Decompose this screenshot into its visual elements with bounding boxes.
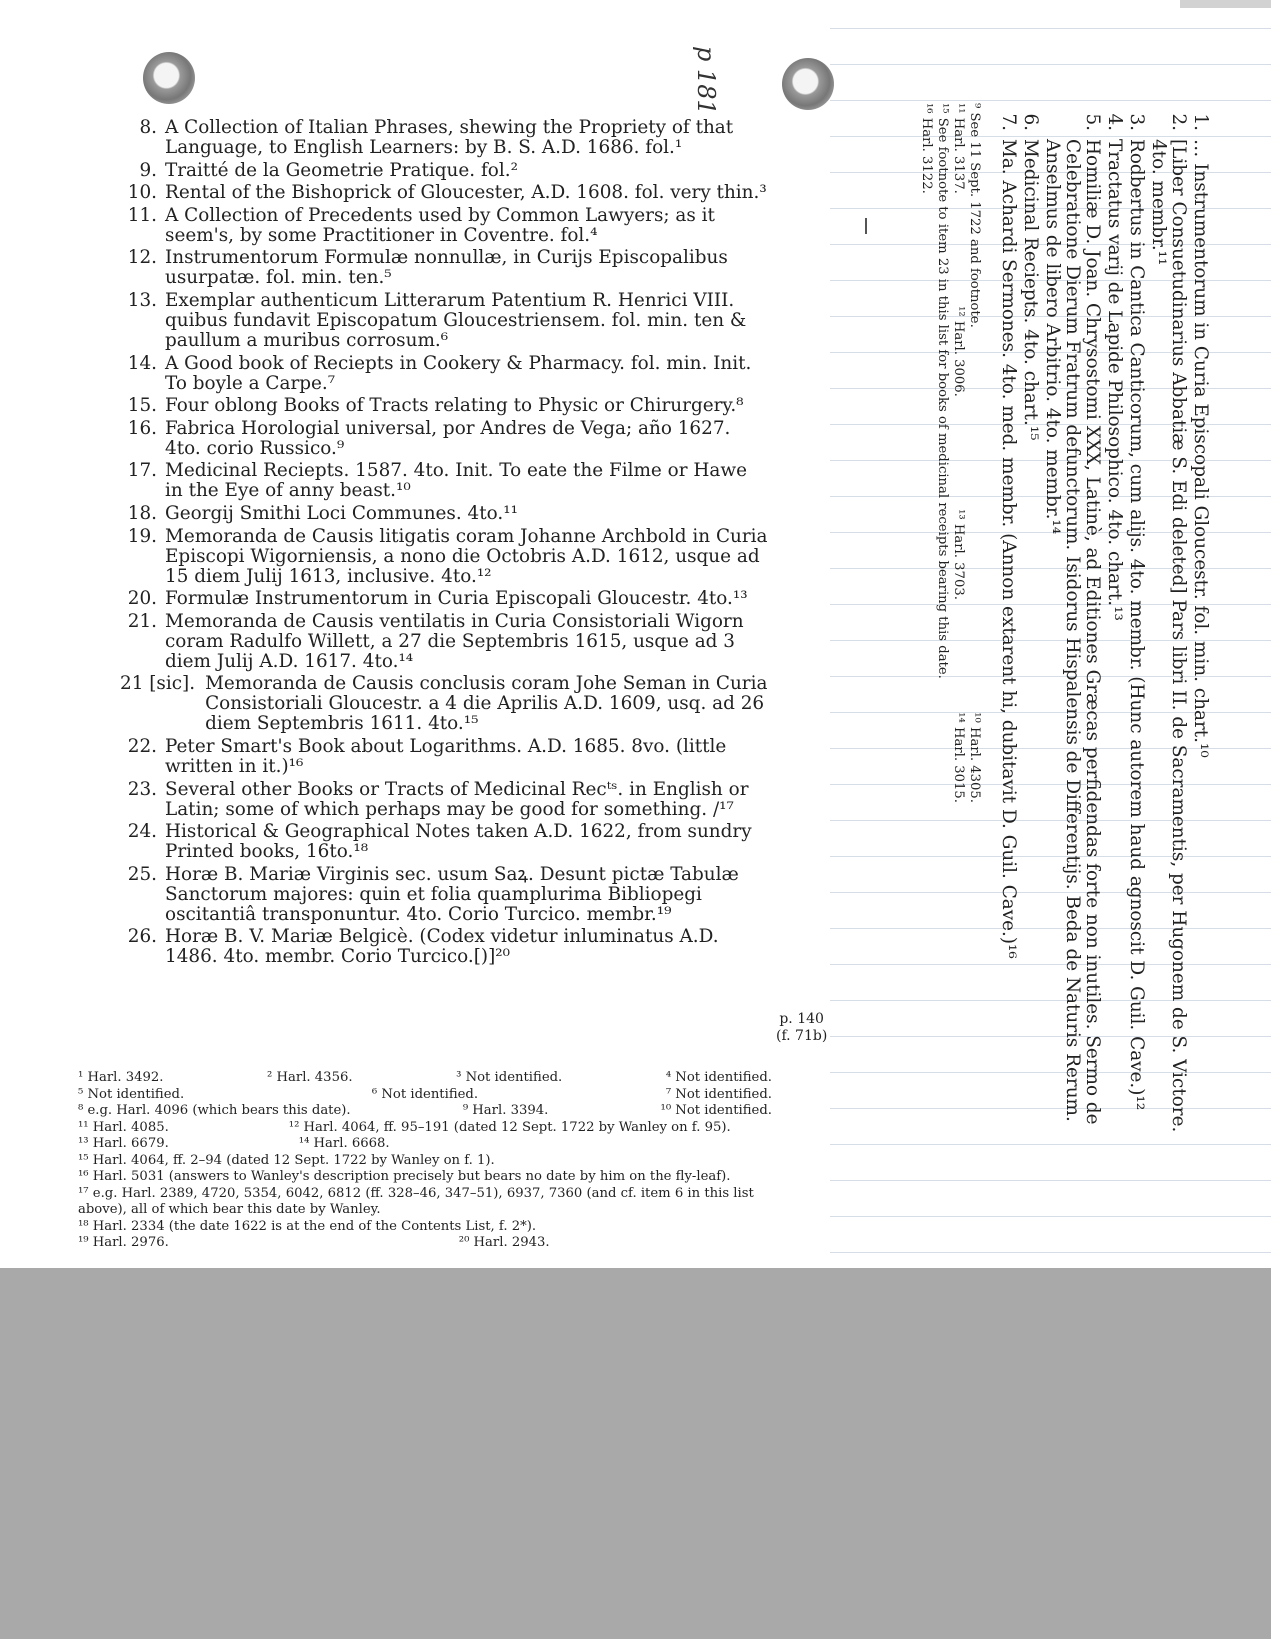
footnote-line: ¹⁶ Harl. 5031 (answers to Wanley's description precisely but bears no date by him on the fly-leaf). <box>78 1169 731 1184</box>
list-item: 9. Traitté de la Geometrie Pratique. fol.² <box>139 159 518 181</box>
list-item: 14. A Good book of Reciepts in Cookery & Pharmacy. fol. min. Init. To boyle a Carpe.⁷ <box>127 352 752 394</box>
punch-hole-left <box>143 52 195 104</box>
list-item: 19. Memoranda de Causis litigatis coram Johanne Archbold in Curia Episcopi Wigorniensis, a nono die Octobris A.D. 1612, usque ad 15 diem Julij 1613, inclusive. 4to.¹² <box>127 525 768 587</box>
list-item: 26. Horæ B. V. Mariæ Belgicè. (Codex videtur inluminatus A.D. 1486. 4to. membr. Corio Turcico.[)]²⁰ <box>127 926 719 968</box>
footnote-row: ⁸ e.g. Harl. 4096 (which bears this date). ⁹ Harl. 3394. ¹⁰ Not identified. <box>78 1103 772 1118</box>
list-item: 15. Four oblong Books of Tracts relating to Physic or Chirurgery.⁸ <box>127 395 744 417</box>
list-item: 24. Historical & Geographical Notes taken A.D. 1622, from sundry Printed books, 16to.¹⁸ <box>127 821 752 863</box>
footnote-line: ¹⁸ Harl. 2334 (the date 1622 is at the end of the Contents List, f. 2*). <box>78 1218 537 1234</box>
list-item: 2. [Liber Consuetudinarius Abbatiæ S. Edi deleted] Pars libri II. de Sacramentis, per Hugonem de S. Victore. 4to. membr.¹¹ <box>1148 113 1189 1133</box>
list-item: 8. A Collection of Italian Phrases, shewing the Propriety of that Language, to English Learners: by B. S. A.D. 1686. fol.¹ <box>139 117 734 158</box>
list-item: 16. Fabrica Horologial universal, por Andres de Vega; año 1627. 4to. corio Russico.⁹ <box>127 417 731 459</box>
footnote-row: ⁵ Not identified. ⁶ Not identified. ⁷ Not identified. <box>78 1086 772 1102</box>
footnotes <box>78 1070 772 1252</box>
list-item: 11. A Collection of Precedents used by Common Lawyers; as it seem's, by some Practitioner in Coventre. fol.⁴ <box>127 204 715 246</box>
margin-page-reference: p. 140 (f. 71b) <box>776 1011 828 1044</box>
list-item: 20. Formulæ Instrumentorum in Curia Episcopali Gloucestr. 4to.¹³ <box>127 588 748 610</box>
list-item: 17. Medicinal Reciepts. 1587. 4to. Init. To eate the Filme or Hawe in the Eye of anny beast.¹⁰ <box>127 460 747 502</box>
footnote-line: above), all of which bear this date by Wanley. <box>78 1202 381 1217</box>
list-item: 18. Georgij Smithi Loci Communes. 4to.¹¹ <box>127 502 518 524</box>
list-item: 1. … Instrumentorum in Curia Episcopali Gloucestr. fol. min. chart.¹⁰ <box>1190 113 1211 758</box>
catalogue-list <box>120 118 770 970</box>
list-item: 21. Memoranda de Causis ventilatis in Curia Consistoriali Wigorn coram Radulfo Willett, a 27 die Septembris 1615, usque ad 3 diem Julij A.D. 1617. 4to.¹⁴ <box>127 610 744 672</box>
footnote-line: ¹⁵ Harl. 4064, ff. 2–94 (dated 12 Sept. 1722 by Wanley on f. 1). <box>78 1152 495 1168</box>
list-item: 22. Peter Smart's Book about Logarithms. A.D. 1685. 8vo. (little written in it.)¹⁶ <box>127 735 727 777</box>
list-item: 13. Exemplar authenticum Litterarum Patentium R. Henrici VIII. quibus fundavit Episcopatum Gloucestriensem. fol. min. ten & paullum a muribus corrosum.⁶ <box>127 289 747 351</box>
list-item: 23. Several other Books or Tracts of Medicinal Recᵗˢ. in English or Latin; some of which perhaps may be good for something. /¹⁷ <box>127 778 749 820</box>
list-item: 12. Instrumentorum Formulæ nonnullæ, in Curijs Episcopalibus usurpatæ. fol. min. ten.⁵ <box>127 247 728 289</box>
list-item: 5. Homiliæ D. Joan. Chrysostomi XXX, Latinè, ad Editiones Græcas perfidendas forte non inutiles. Sermo de Celebratione Dierum Fratrum defunctorum. Isidorus Hispalensis de Differentijs. Beda de Naturis Rerum. Anselmus de libero Arbitrio. 4to. membr.¹⁴ <box>1042 113 1103 1125</box>
footnote-row: ¹⁹ Harl. 2976. ²⁰ Harl. 2943. <box>78 1235 550 1250</box>
rotated-footnotes: ⁹ See 11 Sept. 1722 and footnote. ¹⁰ Harl. 4305. ¹¹ Harl. 3137. ¹² Harl. 3006. ¹³ Harl. 3703. ¹⁴ Harl. 3015. ¹⁵ See footnote to item 23 in this list for books of medicinal receipts bearing this date. ¹⁶ Harl. 3122. <box>919 103 982 803</box>
list-item: 21 [sic]. Memoranda de Causis conclusis coram Johe Seman in Curia Consistoriali Gloucestr. a 4 die Aprilis A.D. 1609, usq. ad 26 diem Septembris 1611. 4to.¹⁵ <box>120 673 768 735</box>
list-item: 4. Tractatus varij de Lapide Philosophico. 4to. chart.¹³ <box>1104 113 1125 621</box>
footnote-row: ¹ Harl. 3492. ² Harl. 4356. ³ Not identified. ⁴ Not identified. <box>78 1070 772 1085</box>
list-item: 7. Ma. Achardi Sermones. 4to. med. membr. (Annon extarent hi, dubitavit D. Guil. Cave.)¹⁶ <box>998 113 1019 959</box>
footnote-row: ¹³ Harl. 6679. ¹⁴ Harl. 6668. <box>78 1136 390 1151</box>
document-page <box>0 8 1271 1266</box>
list-item: 25. Horæ B. Mariæ Virginis sec. usum Saꝝ. Desunt pictæ Tabulæ Sanctorum majores: quin et folia quamplurima Bibliopegi oscitantiâ transponuntur. 4to. Corio Turcico. membr.¹⁹ <box>127 863 739 925</box>
list-item: 3. Rodbertus in Cantica Canticorum, cum alijs. 4to. membr. (Hunc autorem haud agnoscit D. Guil. Cave.)¹² <box>1126 113 1147 1111</box>
list-item: 6. Medicinal Reciepts. 4to. chart.¹⁵ <box>1020 113 1041 441</box>
list-item: 10. Rental of the Bishoprick of Gloucester, A.D. 1608. fol. very thin.³ <box>127 182 767 204</box>
footnote-row: ¹¹ Harl. 4085. ¹² Harl. 4064, ff. 95–191 (dated 12 Sept. 1722 by Wanley on f. 95). <box>78 1119 731 1135</box>
rotated-overlapping-page <box>810 103 1210 1143</box>
footnote-line: ¹⁷ e.g. Harl. 2389, 4720, 5354, 6042, 6812 (ff. 328–46, 347–51), 6937, 7360 (and cf. item 6 in this list <box>78 1185 754 1201</box>
handwritten-page-note: p 181 <box>692 46 720 115</box>
